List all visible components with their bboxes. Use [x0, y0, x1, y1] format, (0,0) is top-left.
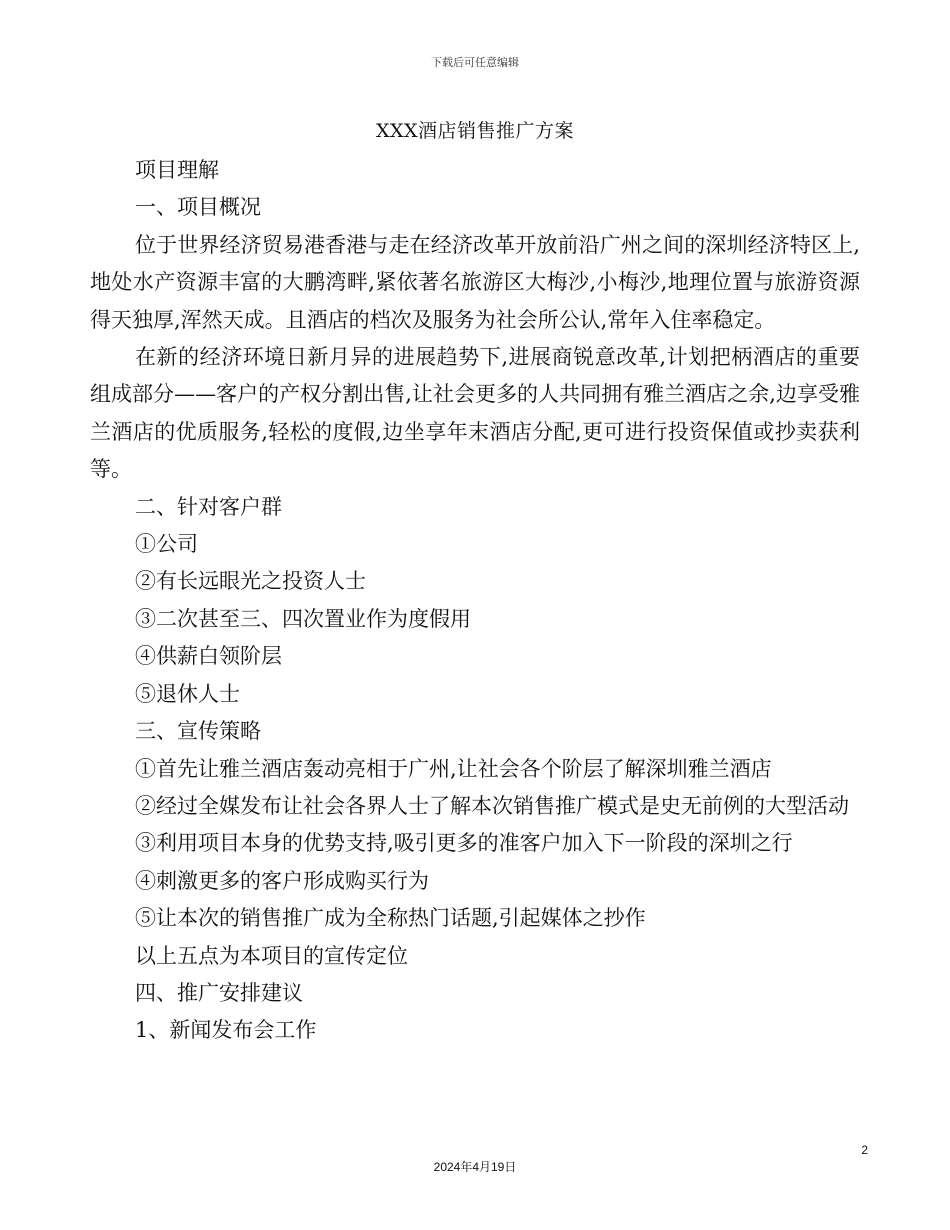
list-item-customer-4: ④供薪白领阶层	[135, 644, 282, 669]
subheading-press-conference: 1、新闻发布会工作	[135, 1018, 317, 1043]
document-body	[90, 152, 860, 1050]
list-item-customer-3: ③二次甚至三、四次置业作为度假用	[135, 606, 471, 631]
page-number: 2	[861, 1143, 868, 1157]
list-item-customer-1: ①公司	[135, 532, 198, 557]
section-label-project-understanding: 项目理解	[135, 158, 219, 182]
footer-date: 2024年4月19日	[433, 1160, 517, 1174]
heading-promotion-arrangement: 四、推广安排建议	[135, 980, 303, 1005]
heading-target-customers: 二、针对客户群	[135, 494, 282, 519]
page-header-note: 下载后可任意编辑	[431, 56, 519, 69]
paragraph-reform-plan: 在新的经济环境日新月异的进展趋势下,进展商锐意改革,计划把柄酒店的重要组成部分——客户的产权分割出售,让社会更多的人共同拥有雅兰酒店之余,边享受雅兰酒店的优质服务,轻松的度假,边坐享年末酒店分配,更可进行投资保值或抄卖获利等。	[90, 345, 860, 482]
list-item-strategy-5: ⑤让本次的销售推广成为全称热门话题,引起媒体之抄作	[135, 906, 646, 931]
paragraph-strategy-summary: 以上五点为本项目的宣传定位	[135, 943, 408, 968]
list-item-customer-5: ⑤退休人士	[135, 681, 240, 706]
list-item-customer-2: ②有长远眼光之投资人士	[135, 569, 366, 594]
list-item-strategy-2: ②经过全媒发布让社会各界人士了解本次销售推广模式是史无前例的大型活动	[135, 793, 849, 818]
list-item-strategy-4: ④刺激更多的客户形成购买行为	[135, 868, 429, 893]
list-item-strategy-3: ③利用项目本身的优势支持,吸引更多的准客户加入下一阶段的深圳之行	[135, 831, 793, 856]
heading-project-overview: 一、项目概况	[135, 195, 261, 220]
document-title: XXX酒店销售推广方案	[375, 120, 575, 142]
paragraph-location: 位于世界经济贸易港香港与走在经济改革开放前沿广州之间的深圳经济特区上,地处水产资源丰富的大鹏湾畔,紧依著名旅游区大梅沙,小梅沙,地理位置与旅游资源得天独厚,浑然天成。且酒店的档次及服务为社会所公认,常年入住率稳定。	[90, 232, 860, 332]
heading-promotion-strategy: 三、宣传策略	[135, 719, 261, 744]
list-item-strategy-1: ①首先让雅兰酒店轰动亮相于广州,让社会各个阶层了解深圳雅兰酒店	[135, 756, 772, 781]
